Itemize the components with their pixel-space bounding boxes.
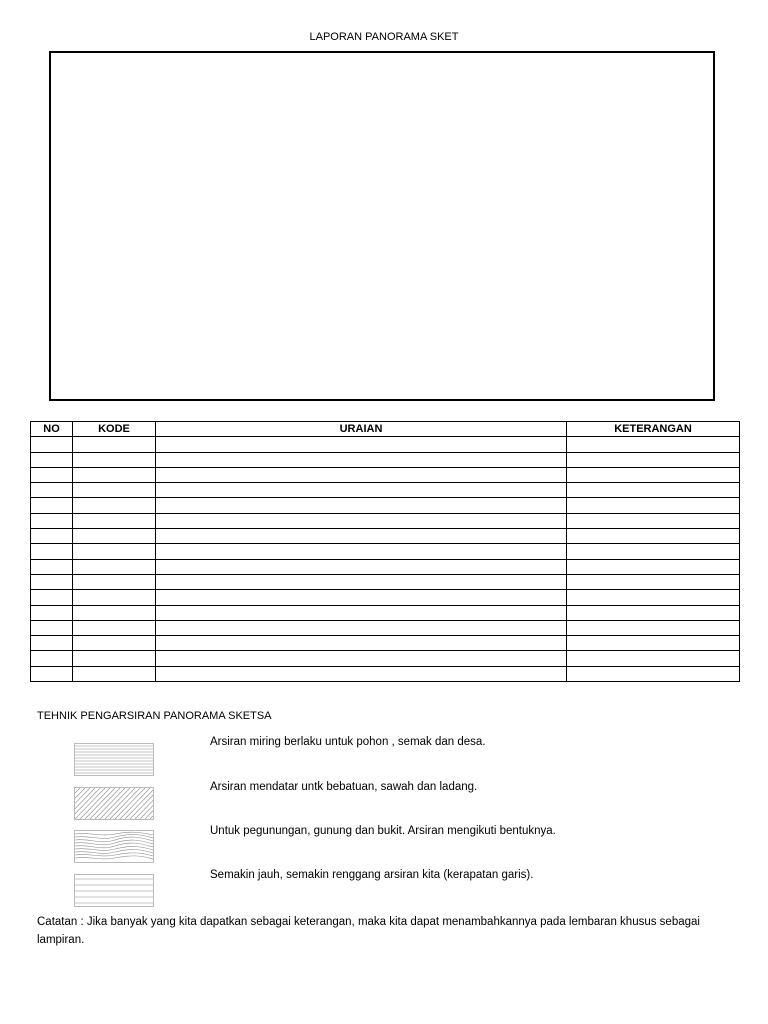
cell-keterangan[interactable] <box>567 590 740 605</box>
technique-text-3: Untuk pegunungan, gunung dan bukit. Arsiran mengikuti bentuknya. <box>210 825 556 837</box>
cell-uraian[interactable] <box>156 437 567 452</box>
cell-uraian[interactable] <box>156 498 567 513</box>
legend-table <box>30 421 740 682</box>
cell-uraian[interactable] <box>156 605 567 620</box>
cell-keterangan[interactable] <box>567 529 740 544</box>
cell-no[interactable] <box>31 498 73 513</box>
cell-kode[interactable] <box>73 666 156 681</box>
cell-kode[interactable] <box>73 651 156 666</box>
cell-keterangan[interactable] <box>567 620 740 635</box>
cell-kode[interactable] <box>73 636 156 651</box>
cell-kode[interactable] <box>73 498 156 513</box>
cell-no[interactable] <box>31 483 73 498</box>
hatch-swatch-wavy <box>74 830 154 863</box>
cell-no[interactable] <box>31 544 73 559</box>
cell-no[interactable] <box>31 605 73 620</box>
cell-kode[interactable] <box>73 437 156 452</box>
hatch-swatch-horizontal-sparse <box>74 874 154 907</box>
cell-uraian[interactable] <box>156 559 567 574</box>
cell-no[interactable] <box>31 559 73 574</box>
cell-no[interactable] <box>31 666 73 681</box>
cell-uraian[interactable] <box>156 467 567 482</box>
cell-no[interactable] <box>31 452 73 467</box>
cell-uraian[interactable] <box>156 483 567 498</box>
header-uraian: URAIAN <box>156 422 567 437</box>
cell-keterangan[interactable] <box>567 483 740 498</box>
cell-kode[interactable] <box>73 529 156 544</box>
cell-keterangan[interactable] <box>567 498 740 513</box>
table-header-row <box>31 422 740 437</box>
table-row <box>31 498 740 513</box>
cell-kode[interactable] <box>73 605 156 620</box>
cell-kode[interactable] <box>73 620 156 635</box>
table-row <box>31 605 740 620</box>
cell-uraian[interactable] <box>156 452 567 467</box>
cell-kode[interactable] <box>73 513 156 528</box>
cell-no[interactable] <box>31 590 73 605</box>
technique-text-1: Arsiran miring berlaku untuk pohon , semak dan desa. <box>210 736 486 748</box>
table-row <box>31 590 740 605</box>
technique-text-2: Arsiran mendatar untk bebatuan, sawah dan ladang. <box>210 781 478 793</box>
cell-keterangan[interactable] <box>567 666 740 681</box>
cell-no[interactable] <box>31 636 73 651</box>
cell-no[interactable] <box>31 513 73 528</box>
table-row <box>31 437 740 452</box>
cell-no[interactable] <box>31 574 73 589</box>
table-row <box>31 636 740 651</box>
cell-uraian[interactable] <box>156 636 567 651</box>
technique-title: TEHNIK PENGARSIRAN PANORAMA SKETSA <box>37 710 272 722</box>
header-no: NO <box>31 422 73 437</box>
table-row <box>31 651 740 666</box>
table-row <box>31 620 740 635</box>
cell-no[interactable] <box>31 467 73 482</box>
cell-kode[interactable] <box>73 467 156 482</box>
cell-kode[interactable] <box>73 452 156 467</box>
cell-kode[interactable] <box>73 590 156 605</box>
cell-kode[interactable] <box>73 559 156 574</box>
cell-uraian[interactable] <box>156 513 567 528</box>
cell-keterangan[interactable] <box>567 636 740 651</box>
hatch-swatch-horizontal-dense <box>74 743 154 776</box>
cell-uraian[interactable] <box>156 574 567 589</box>
hatch-swatch-diagonal <box>74 787 154 820</box>
technique-text-4: Semakin jauh, semakin renggang arsiran kita (kerapatan garis). <box>210 869 534 881</box>
cell-kode[interactable] <box>73 574 156 589</box>
cell-keterangan[interactable] <box>567 559 740 574</box>
cell-uraian[interactable] <box>156 620 567 635</box>
cell-keterangan[interactable] <box>567 605 740 620</box>
cell-keterangan[interactable] <box>567 574 740 589</box>
table-row <box>31 529 740 544</box>
table-row <box>31 483 740 498</box>
cell-no[interactable] <box>31 620 73 635</box>
cell-uraian[interactable] <box>156 651 567 666</box>
cell-keterangan[interactable] <box>567 452 740 467</box>
table-row <box>31 513 740 528</box>
cell-kode[interactable] <box>73 483 156 498</box>
table-row <box>31 666 740 681</box>
cell-no[interactable] <box>31 529 73 544</box>
header-keterangan: KETERANGAN <box>567 422 740 437</box>
header-kode: KODE <box>73 422 156 437</box>
cell-keterangan[interactable] <box>567 651 740 666</box>
cell-keterangan[interactable] <box>567 513 740 528</box>
page-title: LAPORAN PANORAMA SKET <box>309 31 459 43</box>
cell-uraian[interactable] <box>156 666 567 681</box>
sketch-area[interactable] <box>49 51 715 401</box>
cell-keterangan[interactable] <box>567 544 740 559</box>
table-row <box>31 574 740 589</box>
note-text: Catatan : Jika banyak yang kita dapatkan sebagai keterangan, maka kita dapat menambahkannya pada lembaran khusus sebagai lampiran. <box>37 916 700 946</box>
cell-no[interactable] <box>31 651 73 666</box>
table-row <box>31 559 740 574</box>
cell-keterangan[interactable] <box>567 437 740 452</box>
cell-uraian[interactable] <box>156 529 567 544</box>
table-row <box>31 544 740 559</box>
table-row <box>31 467 740 482</box>
cell-no[interactable] <box>31 437 73 452</box>
cell-kode[interactable] <box>73 544 156 559</box>
cell-uraian[interactable] <box>156 544 567 559</box>
table-row <box>31 452 740 467</box>
cell-keterangan[interactable] <box>567 467 740 482</box>
cell-uraian[interactable] <box>156 590 567 605</box>
